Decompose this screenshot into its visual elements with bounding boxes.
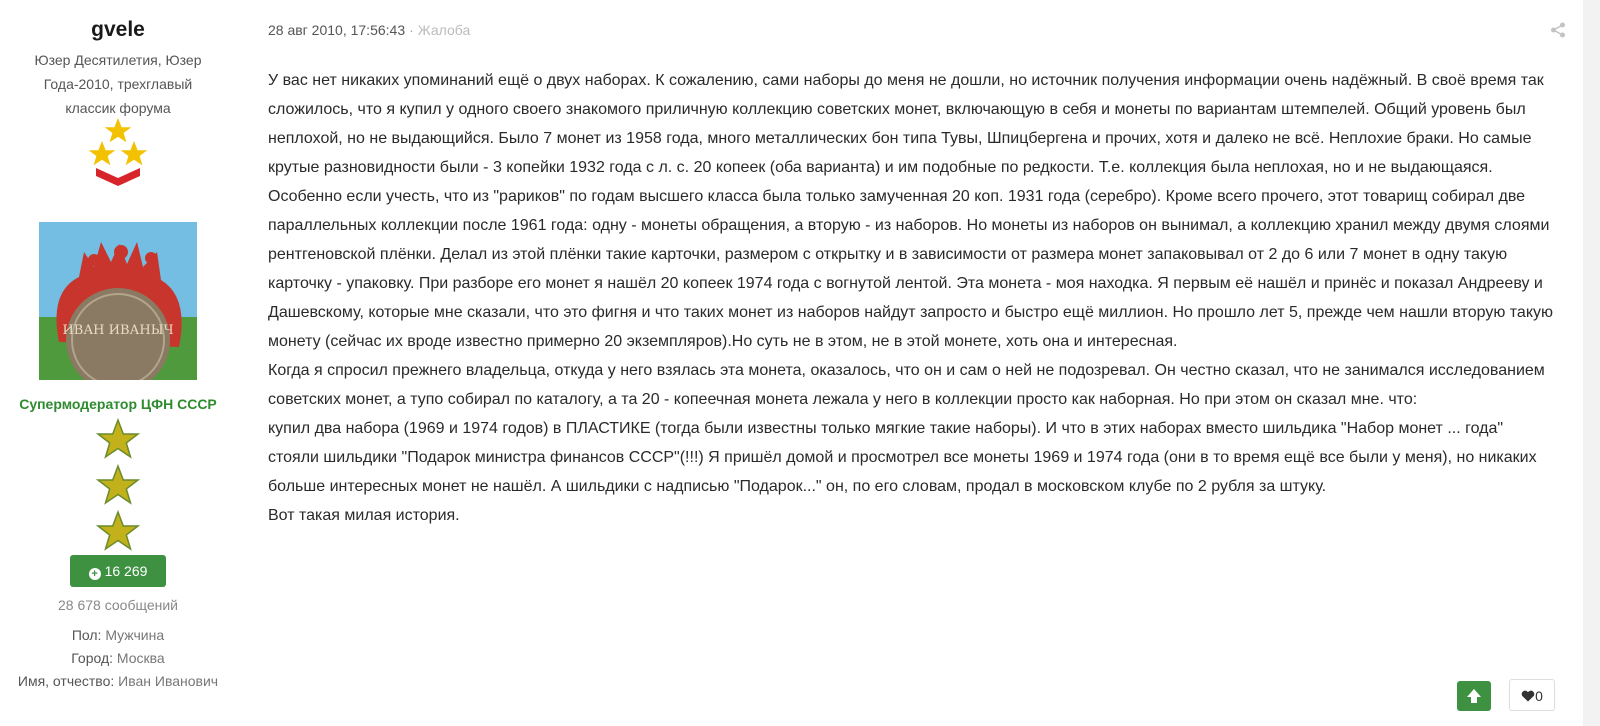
heart-icon bbox=[1521, 690, 1535, 702]
profile-fields bbox=[0, 624, 236, 693]
posts-count: 28 678 сообщений bbox=[58, 597, 178, 613]
scrollbar[interactable] bbox=[1583, 0, 1600, 726]
reputation-badge[interactable] bbox=[70, 555, 166, 587]
reputation-value: 16 269 bbox=[104, 563, 148, 579]
post-content bbox=[268, 66, 1558, 530]
group-stars-icon bbox=[92, 418, 144, 554]
author-panel bbox=[0, 0, 236, 726]
post-date[interactable]: 28 авг 2010, 17:56:43 bbox=[268, 22, 406, 38]
meta-separator: · bbox=[409, 22, 414, 38]
avatar-coin-text: ИВАН ИВАНЫЧ bbox=[62, 323, 174, 338]
post-paragraph: У вас нет никаких упоминаний ещё о двух наборах. К сожалению, сами наборы до меня не дошли, но источник получения информации очень надёжный. В своё время так сложилось, что я купил у одного своего знакомого приличную коллекцию советских монет, включающую в себя и монеты по вариантам штемпелей. Общий уровень был неплохой, но не выдающийся. Было 7 монет из 1958 года, много металлических бон типа Тувы, Шпицбергена и прочих, хотя и далеко не всё. Неплохие браки. Но самые крутые разновидности были - 3 копейки 1932 года с л. с. 20 копеек (оба варианта) и им подобные по редкости. Т.е. коллекция была неплохая, но и не выдающаяся. Особенно если учесть, что из "рариков" по годам высшего класса была только замученная 20 коп. 1931 года (серебро). Кроме всего прочего, этот товарищ собирал две параллельных коллекции после 1961 года: одну - монеты обращения, а вторую - из наборов. Но монеты из наборов он вынимал, а коллекцию хранил между двумя слоями рентгеновской плёнки. Делал из этой плёнки такие карточки, размером с открытку и в зависимости от размера монет запаковывал от 2 до 6 или 7 монет в одну такую карточку - упаковку. При разборе его монет я нашёл 20 копеек 1974 года с вогнутой лентой. Эта монета - моя находка. Я первым её нашёл и принёс и показал Андрееву и Дашевскому, которые мне сказали, что это фигня и что таких монет из наборов найдут запросто и быстро ещё миллион. Но прошло лет 5, прежде чем нашли вторую такую монету (сейчас их вроде известно примерно 20 экземпляров).Но суть не в этом, не в этой монете, хоть она и интересная. bbox=[268, 72, 1553, 350]
arrow-up-icon bbox=[1457, 681, 1491, 711]
profile-field-name: Имя, отчество: Иван Иванович bbox=[17, 673, 219, 689]
avatar[interactable] bbox=[39, 222, 197, 380]
author-username[interactable]: gvele bbox=[91, 18, 145, 41]
rank-stars-icon bbox=[86, 116, 150, 188]
post-paragraph: Когда я спросил прежнего владельца, откуда у него взялась эта монета, оказалось, что он и сам о ней не подозревал. Он честно сказал, что не занимался исследованием советских монет, а тупо собирал по каталогу, а та 20 - копеечная монета лежала у него в коллекции просто как наборная. Но при этом он сказал мне. что: bbox=[268, 362, 1545, 408]
avatar-image bbox=[39, 222, 197, 380]
report-link[interactable]: Жалоба bbox=[417, 22, 471, 38]
like-count: 0 bbox=[1535, 688, 1543, 704]
profile-field-city: Город: Москва bbox=[71, 650, 165, 666]
like-button[interactable] bbox=[1509, 679, 1555, 711]
plus-circle-icon: + bbox=[89, 568, 101, 580]
author-title: Юзер Десятилетия, Юзер Года-2010, трехглавый классик форума bbox=[34, 52, 202, 116]
post-paragraph: Вот такая милая история. bbox=[268, 507, 460, 524]
post-meta bbox=[268, 22, 470, 38]
share-icon[interactable] bbox=[1550, 22, 1566, 38]
post-paragraph: купил два набора (1969 и 1974 годов) в ПЛАСТИКЕ (тогда были известны только мягкие такие наборы). И что в этих наборах вместо шильдика "Набор монет ... года" стояли шильдики "Подарок министра финансов СССР"(!!!) Я пришёл домой и просмотрел все монеты 1969 и 1974 года (они в то время ещё все были у меня), но никаких больше интересных монет не нашёл. А шильдики с надписью "Подарок..." он, по его словам, продал в московском клубе по 2 рубля за штуку. bbox=[268, 420, 1537, 495]
upvote-button[interactable] bbox=[1457, 681, 1491, 711]
profile-field-gender: Пол: Мужчина bbox=[71, 627, 165, 643]
author-group: Супермодератор ЦФН СССР bbox=[19, 396, 217, 412]
